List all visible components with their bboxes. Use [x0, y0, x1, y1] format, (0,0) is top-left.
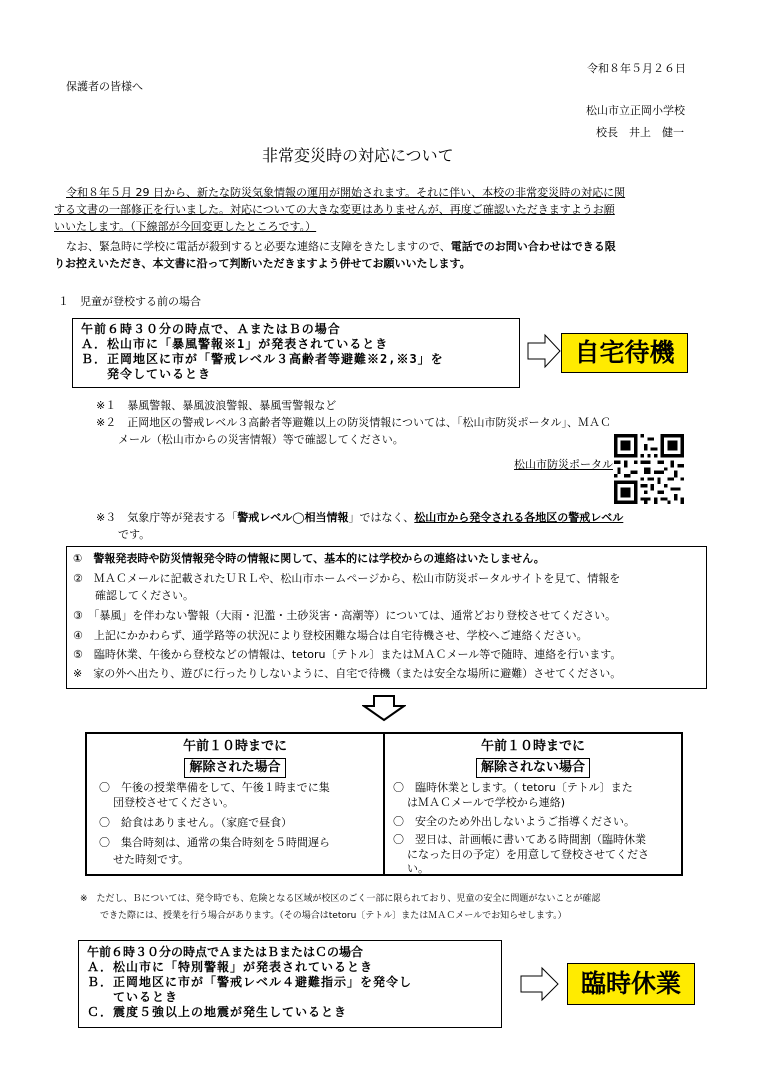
condition-box-2-line3: Ｂ．正岡地区に市が「警戒レベル４避難指示」を発令し	[87, 975, 413, 989]
condition-box-1-line3: Ｂ．正岡地区に市が「警戒レベル３高齢者等避難※2,※3」を	[81, 352, 444, 366]
right-item-3b: になった日の予定）を用意して登校させてくださ	[407, 848, 649, 861]
left-head-line1: 午前１０時までに	[182, 739, 287, 754]
right-arrow-icon	[527, 333, 561, 369]
school-name: 松山市立正岡小学校	[586, 104, 685, 117]
left-head-line2: 解除された場合	[184, 758, 285, 778]
left-item-3a: 〇 集合時刻は、通常の集合時刻を５時間遅ら	[99, 836, 330, 849]
rule-5: ⑤ 臨時休業、午後から登校などの情報は、tetoru〔テトル〕またはＭＡＣメール等で随時、連絡を行います。	[73, 648, 622, 661]
rule-4: ④ 上記にかかわらず、通学路等の状況により登校困難な場合は自宅待機させ、学校へご連絡ください。	[73, 629, 588, 642]
compare-box	[85, 732, 683, 876]
condition-box-2-line2: Ａ．松山市に「特別警報」が発表されているとき	[87, 960, 374, 974]
intro-line-2: する文書の一部修正を行いました。対応についての大きな変更はありませんが、再度ご確認いただきますようお願	[54, 203, 615, 216]
right-item-1a: 〇 臨時休業とします。（ tetoru〔テトル〕また	[393, 781, 633, 794]
principal-name: 校長 井上 健一	[596, 126, 684, 139]
intro-line-1: 令和８年５月 29 日から、新たな防災気象情報の運用が開始されます。それに伴い、本校の非常変災時の対応に関	[66, 186, 626, 199]
note-2-line2: メール（松山市からの災害情報）等で確認してください。	[118, 433, 404, 446]
footnote-line2: できた際には、授業を行う場合があります。（その場合はtetoru〔テトル〕またはＭＡＣメールでお知らせします。）	[100, 911, 567, 921]
down-arrow-icon	[362, 694, 406, 722]
condition-box-2	[78, 940, 502, 1028]
rule-1: ① 警報発表時や防災情報発令時の情報に関して、基本的には学校からの連絡はいたしません。	[73, 552, 545, 565]
footnote-line1: ※ ただし、Ｂについては、発令時でも、危険となる区域が校区のごく一部に限られており、児童の安全に問題がないことが確認	[80, 894, 601, 904]
intro-line-5: りお控えいただき、本文書に沿って判断いただきますよう併せてお願いいたします。	[54, 257, 471, 270]
intro-line-3: いいたします。（下線部が今回変更したところです。）	[54, 220, 317, 233]
date: 令和８年５月２６日	[587, 62, 686, 75]
rule-6: ※ 家の外へ出たり、遊びに行ったりしないように、自宅で待機（または安全な場所に避難）させてください。	[73, 667, 622, 680]
right-column-head	[385, 738, 681, 778]
right-item-3c: い。	[407, 862, 429, 875]
rules-box	[66, 546, 707, 689]
rule-3: ③ 「暴風」を伴わない警報（大雨・氾濫・土砂災害・高潮等）については、通常どおり登校させてください。	[73, 609, 617, 622]
right-item-1b: はＭＡＣメールで学校から連絡)	[407, 796, 566, 809]
section-heading: １ 児童が登校する前の場合	[58, 295, 201, 308]
condition-box-1-line4: 発令しているとき	[81, 367, 212, 381]
portal-link[interactable]: 松山市防災ポータル	[514, 458, 613, 471]
addressee: 保護者の皆様へ	[66, 80, 143, 93]
left-item-3b: せた時刻です。	[113, 853, 190, 866]
note-2-line1: ※２ 正岡地区の警戒レベル３高齢者等避難以上の防災情報については、「松山市防災ポータル」、ＭＡＣ	[96, 416, 611, 429]
condition-box-1	[72, 318, 520, 388]
note-3-line2: です。	[118, 528, 151, 541]
note-3-line1: ※３ 気象庁等が発表する「警戒レベル◯相当情報」ではなく、松山市から発令される各地区の警戒レベル	[96, 511, 624, 524]
condition-box-2-line5: Ｃ．震度５強以上の地震が発生しているとき	[87, 1005, 348, 1019]
right-arrow-icon	[520, 966, 560, 1002]
note-1: ※１ 暴風警報、暴風波浪警報、暴風雪警報など	[96, 399, 337, 412]
intro-line-4: なお、緊急時に学校に電話が殺到すると必要な連絡に支障をきたしますので、電話でのお問い合わせはできる限	[66, 240, 616, 253]
rule-2-line1: ② ＭＡＣメールに記載されたＵＲＬや、松山市ホームページから、松山市防災ポータルサイトを見て、情報を	[73, 572, 621, 585]
result-temporary-closure: 臨時休業	[567, 963, 695, 1005]
right-item-3a: 〇 翌日は、計画帳に書いてある時間割（臨時休業	[393, 833, 646, 846]
right-head-line1: 午前１０時までに	[480, 739, 585, 754]
condition-box-2-line1: 午前６時３０分の時点でＡまたはＢまたはＣの場合	[87, 945, 364, 959]
rule-2-line2: 確認してください。	[95, 589, 194, 602]
condition-box-1-line2: Ａ．松山市に「暴風警報※1」が発表されているとき	[81, 337, 389, 351]
result-home-standby: 自宅待機	[561, 333, 688, 373]
left-item-2: 〇 給食はありません。（家庭で昼食）	[99, 816, 293, 829]
right-item-2: 〇 安全のため外出しないようご指導ください。	[393, 815, 635, 828]
left-column-head	[87, 738, 383, 778]
left-item-1a: 〇 午後の授業準備をして、午後１時までに集	[99, 781, 330, 794]
page-title: 非常変災時の対応について	[262, 146, 454, 165]
condition-box-2-line4: ているとき	[87, 990, 179, 1004]
condition-box-1-line1: 午前６時３０分の時点で、ＡまたはＢの場合	[81, 322, 341, 336]
left-item-1b: 団登校させてください。	[113, 796, 234, 809]
right-head-line2: 解除されない場合	[476, 758, 590, 778]
qr-code-icon[interactable]	[614, 434, 684, 504]
